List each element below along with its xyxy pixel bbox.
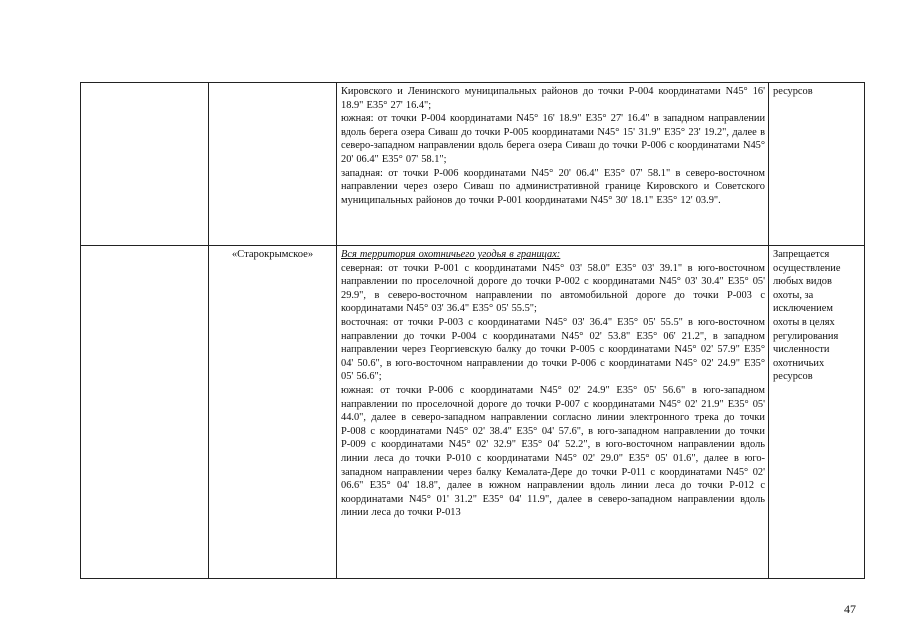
boundary-south: южная: от точки Р-004 координатами N45° 16' 18.9" E35° 27' 16.4" в западном направлении вдоль берега озера Сиваш до точки Р-005 координатами N45° 15' 31.9" E35° 23' 19.2", далее в северо-западном направлении вдоль берега озера Сиваш до точки Р-006 с координатами N45° 20' 06.4" E35° 07' 58.1"; [341,113,765,165]
row-restriction-cell [769,246,865,579]
territory-table [80,82,865,579]
hunting-ground-name: «Старокрымское» [231,249,314,260]
boundary-description [337,83,768,207]
boundary-south: южная: от точки Р-006 с координатами N45° 02' 24.9" E35° 05' 56.6" в юго-западном направлении по проселочной дороге до точки Р-007 с координатами N45° 02' 21.9" E35° 05' 44.0", далее в северо-западном направлении согласно линии электронного трека до точки Р-008 с координатами N45° 02' 38.4" E35° 04' 57.6", в юго-западном направлении до точки Р-009 с координатами N45° 02' 32.9" E35° 04' 52.2", в юго-восточном направлении вдоль линии леса до точки Р-010 с координатами N45° 02' 29.0" E35° 05' 01.6", далее в юго-западном направлении через балку Кемалата-Дере до точки Р-011 с координатами N45° 02' 06.6" E35° 04' 18.8", далее в южном направлении вдоль линии леса до точки Р-012 с координатами N45° 01' 31.2" E35° 04' 11.9", далее в северо-западном направлении вдоль линии леса до точки Р-013 [341,384,765,519]
row-name-cell [209,246,337,579]
page-number: 47 [844,602,856,616]
boundary-line: Кировского и Ленинского муниципальных районов до точки Р-004 координатами N45° 16' 18.9" E35° 27' 16.4"; [341,86,765,111]
row-blank-cell [81,83,209,246]
restriction-text: ресурсов [773,86,813,97]
boundary-east: восточная: от точки Р-003 с координатами N45° 03' 36.4" E35° 05' 55.5" в юго-восточном направлении до точки Р-004 с координатами N45° 02' 53.8" E35° 06' 21.2", в западном направлении через Георгиевскую балку до точки Р-005 с координатами N45° 02' 57.9" E35° 04' 50.6", в юго-восточном направлении до точки Р-006 с координатами N45° 02' 24.9" E35° 05' 56.6"; [341,316,765,383]
boundary-description [337,246,768,520]
row-name-cell [209,83,337,246]
boundary-north: северная: от точки Р-001 с координатами N45° 03' 58.0" E35° 03' 39.1" в юго-восточном направлении по проселочной дороге до точки Р-002 с координатами N45° 03' 30.4" E35° 05' 29.9", в северо-восточном направлении по автомобильной дороге до точки Р-003 с координатами N45° 03' 36.4" E35° 05' 55.5"; [341,262,765,315]
row-restriction-cell [769,83,865,246]
boundary-header: Вся территория охотничьего угодья в границах: [341,249,561,260]
hunting-ground-name [209,83,336,85]
table-row [81,83,865,246]
row-blank-cell [81,246,209,579]
restriction-text: Запрещается осуществление любых видов охоты, за исключением охоты в целях регулирования численности охотничьих ресурсов [773,249,841,383]
row-boundary-cell [337,246,769,579]
boundary-west: западная: от точки Р-006 координатами N45° 20' 06.4" E35° 07' 58.1" в северо-восточном направлении через озеро Сиваш по административной границе Кировского и Советского муниципальных районов до точки Р-001 координатами N45° 30' 18.1" E35° 12' 03.9". [341,167,765,206]
table-row [81,246,865,579]
row-boundary-cell [337,83,769,246]
